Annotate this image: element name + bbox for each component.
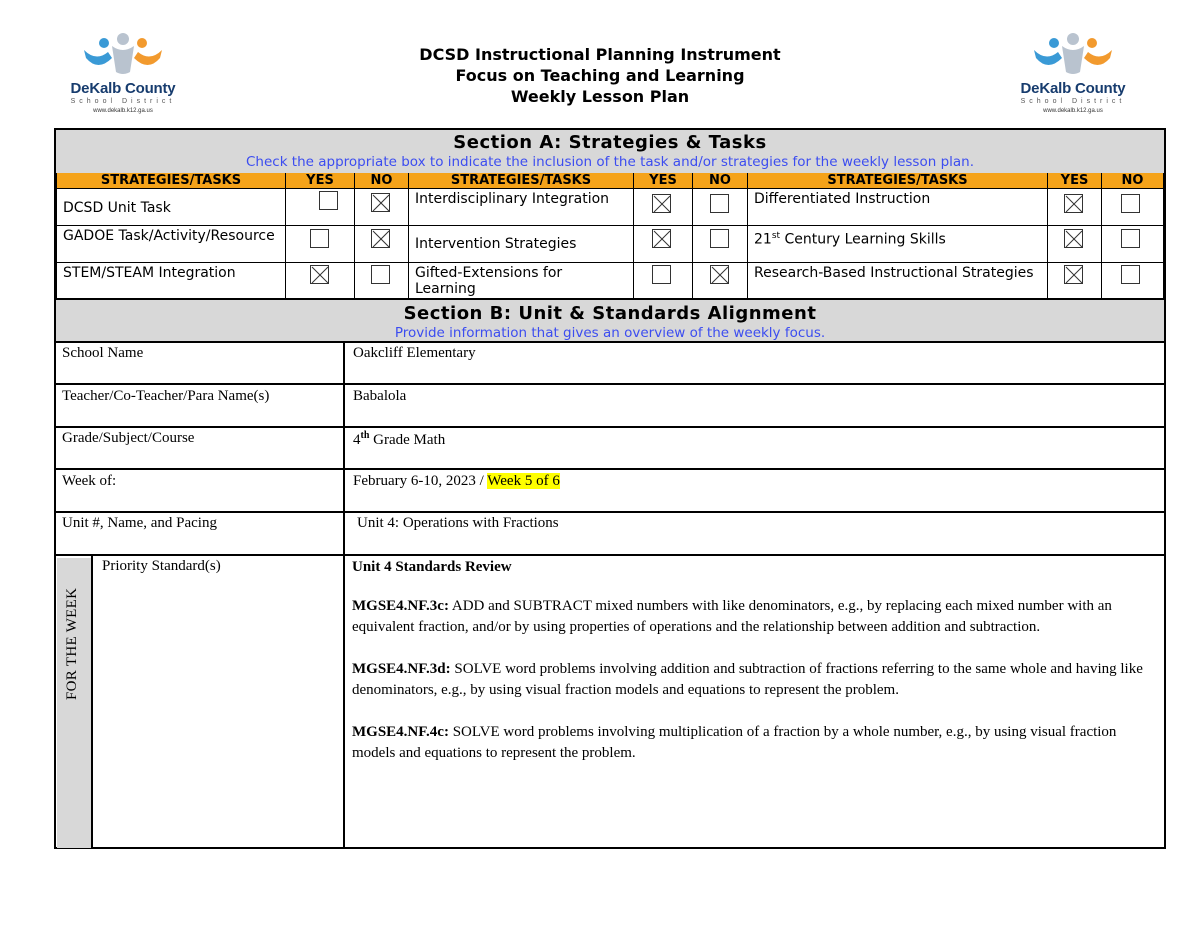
column-divider [343, 341, 345, 848]
standard-code: MGSE4.NF.4c: [352, 724, 449, 740]
grade-suffix: th [360, 430, 370, 441]
strategy-dcsd-unit-task: DCSD Unit Task [56, 188, 286, 226]
school-name-value[interactable]: Oakcliff Elementary [353, 345, 476, 361]
ordinal-suffix: st [771, 231, 781, 241]
strategy-intervention: Intervention Strategies [408, 225, 634, 263]
checkbox-21st-century-no[interactable] [1121, 229, 1140, 248]
col-header-strategies-2: STRATEGIES/TASKS [408, 173, 634, 188]
priority-standards-label: Priority Standard(s) [102, 558, 221, 574]
checkbox-gifted-yes[interactable] [652, 265, 671, 284]
document-header [300, 44, 900, 107]
week-number-highlight: Week 5 of 6 [487, 473, 560, 489]
header-line-3: Weekly Lesson Plan [510, 87, 690, 106]
grade-subject: Grade Math [369, 432, 446, 448]
col-header-yes-2: YES [633, 173, 693, 188]
logo-url: www.dekalb.k12.ga.us [93, 108, 153, 114]
col-header-no-3: NO [1101, 173, 1164, 188]
col-header-no-1: NO [354, 173, 409, 188]
section-b-instruction: Provide information that gives an overview of the weekly focus. [394, 325, 826, 341]
logo-subtitle: School District [1020, 98, 1126, 105]
standards-heading: Unit 4 Standards Review [352, 559, 512, 575]
week-value[interactable] [353, 473, 560, 490]
section-b-band [56, 299, 1164, 342]
header-line-1: DCSD Instructional Planning Instrument [419, 45, 781, 64]
standard-item [352, 596, 1160, 638]
col-header-yes-3: YES [1047, 173, 1102, 188]
grade-label: Grade/Subject/Course [62, 430, 195, 446]
checkbox-intervention-yes[interactable] [652, 229, 671, 248]
ordinal-number: 21 [754, 231, 772, 248]
row-divider [56, 554, 1164, 556]
grade-number: 4 [353, 432, 361, 448]
checkbox-gifted-no[interactable] [710, 265, 729, 284]
week-label: Week of: [62, 473, 117, 489]
checkbox-differentiated-no[interactable] [1121, 194, 1140, 213]
standard-item [352, 659, 1160, 701]
dekalb-logo-left [48, 30, 198, 122]
vertical-week-label: FOR THE WEEK [64, 587, 80, 700]
checkbox-stem-yes[interactable] [310, 265, 329, 284]
checkbox-differentiated-yes[interactable] [1064, 194, 1083, 213]
checkbox-dcsd-no[interactable] [371, 193, 390, 212]
col-header-no-2: NO [692, 173, 748, 188]
header-line-2: Focus on Teaching and Learning [455, 66, 745, 85]
teacher-value[interactable]: Babalola [353, 388, 407, 404]
strategy-stem-steam: STEM/STEAM Integration [56, 262, 286, 299]
standard-item [352, 722, 1160, 764]
row-divider [56, 341, 1164, 343]
col-header-strategies-3: STRATEGIES/TASKS [747, 173, 1048, 188]
checkbox-interdisciplinary-yes[interactable] [652, 194, 671, 213]
teacher-label: Teacher/Co-Teacher/Para Name(s) [62, 388, 270, 404]
row-divider [56, 426, 1164, 428]
logo-name: DeKalb County [1020, 80, 1126, 97]
section-a-instruction: Check the appropriate box to indicate the inclusion of the task and/or strategies for the weekly lesson plan. [245, 154, 975, 170]
strategy-21st-label: Century Learning Skills [780, 231, 946, 248]
col-header-yes-1: YES [285, 173, 355, 188]
strategy-interdisciplinary: Interdisciplinary Integration [408, 188, 634, 226]
checkbox-interdisciplinary-no[interactable] [710, 194, 729, 213]
unit-label: Unit #, Name, and Pacing [62, 515, 217, 531]
checkbox-gadoe-no[interactable] [371, 229, 390, 248]
unit-value[interactable]: Unit 4: Operations with Fractions [357, 515, 559, 531]
col-header-strategies-1: STRATEGIES/TASKS [56, 173, 286, 188]
strategy-gifted: Gifted-Extensions for Learning [408, 262, 634, 299]
row-divider [56, 468, 1164, 470]
grade-value[interactable] [353, 430, 445, 449]
school-name-label: School Name [62, 345, 144, 361]
logo-name: DeKalb County [70, 80, 176, 97]
people-figures-icon [1032, 32, 1114, 82]
standard-code: MGSE4.NF.3c: [352, 598, 449, 614]
row-divider [56, 511, 1164, 513]
week-dates: February 6-10, 2023 / [353, 473, 488, 489]
checkbox-research-no[interactable] [1121, 265, 1140, 284]
checkbox-gadoe-yes[interactable] [310, 229, 329, 248]
strategy-research-based: Research-Based Instructional Strategies [747, 262, 1048, 299]
strategy-differentiated: Differentiated Instruction [747, 188, 1048, 226]
row-divider [56, 383, 1164, 385]
standard-text: SOLVE word problems involving addition and subtraction of fractions referring to the same whole and having like denominators, e.g., by using visual fraction models and equations to represent the problem. [352, 661, 1143, 698]
standard-text: ADD and SUBTRACT mixed numbers with like denominators, e.g., by replacing each mixed number with an equivalent fraction, and/or by using properties of operations and the relationship between addition and subtraction. [352, 598, 1112, 635]
standard-text: SOLVE word problems involving multiplication of a fraction by a whole number, e.g., by using visual fraction models and equations to represent the problem. [352, 724, 1117, 761]
dekalb-logo-right [998, 30, 1148, 122]
strategy-21st-century [747, 225, 1048, 263]
checkbox-research-yes[interactable] [1064, 265, 1083, 284]
checkbox-dcsd-yes[interactable] [319, 191, 338, 210]
people-figures-icon [82, 32, 164, 82]
section-a-title: Section A: Strategies & Tasks [453, 132, 767, 153]
strategy-gadoe-task: GADOE Task/Activity/Resource [56, 225, 286, 263]
standard-code: MGSE4.NF.3d: [352, 661, 451, 677]
checkbox-21st-century-yes[interactable] [1064, 229, 1083, 248]
logo-subtitle: School District [70, 98, 176, 105]
logo-url: www.dekalb.k12.ga.us [1043, 108, 1103, 114]
section-b-title: Section B: Unit & Standards Alignment [403, 303, 817, 324]
standards-content[interactable] [352, 557, 1160, 764]
section-a-band [56, 130, 1164, 173]
checkbox-intervention-no[interactable] [710, 229, 729, 248]
checkbox-stem-no[interactable] [371, 265, 390, 284]
column-divider [91, 556, 93, 848]
